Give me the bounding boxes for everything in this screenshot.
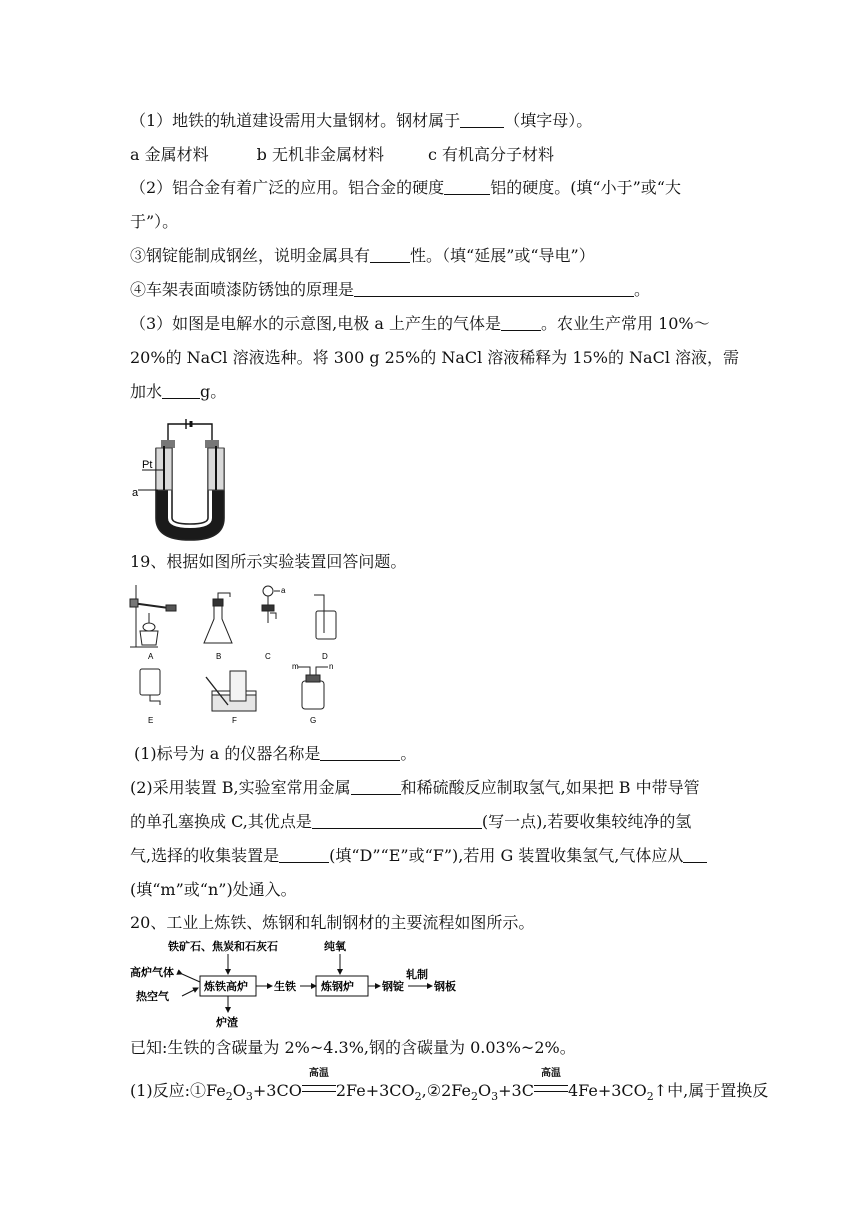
flow-diagram bbox=[128, 938, 468, 1030]
q19-1-end: 。 bbox=[400, 744, 417, 763]
condition-high-temp bbox=[302, 1068, 336, 1102]
reaction-line bbox=[130, 1068, 769, 1104]
q2-line bbox=[130, 177, 681, 199]
q1-text: （1）地铁的轨道建设需用大量钢材。钢材属于 bbox=[130, 111, 461, 130]
condition-high-temp-2 bbox=[534, 1068, 568, 1102]
options-line bbox=[130, 144, 554, 166]
q3-text: ③钢锭能制成钢丝，说明金属具有 bbox=[130, 246, 371, 265]
answer-blank[interactable] bbox=[460, 111, 504, 128]
q19-2-text-g: (填“m”或“n”)处通入。 bbox=[130, 880, 297, 899]
q19-2-text-e: 气,选择的收集装置是 bbox=[130, 846, 280, 865]
q19-2-text-c: 的单孔塞换成 C,其优点是 bbox=[130, 812, 312, 831]
g-mark-m: m bbox=[292, 662, 299, 671]
q2-cont-line bbox=[130, 211, 178, 233]
q19-2-line-4 bbox=[130, 879, 297, 901]
apparatus-c bbox=[262, 586, 280, 623]
q19-1-line bbox=[134, 743, 416, 765]
answer-blank[interactable] bbox=[312, 812, 482, 829]
answer-blank[interactable] bbox=[370, 246, 410, 263]
subscript: 3 bbox=[245, 1090, 253, 1104]
option-b: b 无机非金属材料 bbox=[256, 145, 384, 164]
furnace-label: 炼铁高炉 bbox=[204, 980, 248, 993]
pt-label: Pt bbox=[142, 459, 153, 471]
label-e: E bbox=[148, 716, 154, 725]
air-label: 热空气 bbox=[136, 990, 169, 1003]
subscript: 2 bbox=[646, 1090, 654, 1104]
condition-label: 高温 bbox=[308, 1068, 329, 1079]
label-a: A bbox=[148, 652, 154, 661]
known-line bbox=[130, 1037, 576, 1059]
reaction-text: 4Fe+3CO bbox=[567, 1081, 647, 1100]
q5-line-3 bbox=[130, 381, 226, 403]
c-mark-a: a bbox=[281, 586, 286, 595]
answer-blank[interactable] bbox=[320, 744, 400, 761]
q3-line bbox=[130, 245, 595, 267]
answer-blank[interactable] bbox=[351, 778, 401, 795]
q19-2-line-2 bbox=[130, 811, 691, 833]
reaction-text: 2Fe+3CO bbox=[335, 1081, 415, 1100]
answer-blank[interactable] bbox=[279, 846, 329, 863]
q20-text: 20、工业上炼铁、炼钢和轧制钢材的主要流程如图所示。 bbox=[130, 913, 535, 932]
q5-text-3: 加水 bbox=[130, 382, 163, 401]
q1-text-end: （填字母）。 bbox=[504, 111, 593, 130]
apparatus-diagram bbox=[128, 583, 348, 731]
pig-iron-label: 生铁 bbox=[274, 980, 296, 993]
oxygen-label: 纯氧 bbox=[324, 940, 346, 953]
q2-text-end: 铝的硬度。(填“小于”或“大 bbox=[490, 178, 681, 197]
condition-label: 高温 bbox=[540, 1068, 561, 1079]
reaction-text: O bbox=[477, 1081, 492, 1100]
known-text: 已知:生铁的含碳量为 2%~4.3%,钢的含碳量为 0.03%~2%。 bbox=[130, 1038, 576, 1057]
reaction-text: +3C bbox=[498, 1081, 534, 1100]
q4-text: ④车架表面喷漆防锈蚀的原理是 bbox=[130, 280, 355, 299]
reaction-text: +3CO bbox=[252, 1081, 302, 1100]
apparatus-b bbox=[204, 593, 232, 643]
ore-label: 铁矿石、焦炭和石灰石 bbox=[168, 940, 278, 953]
answer-blank[interactable] bbox=[162, 382, 200, 399]
q4-line bbox=[130, 279, 650, 301]
answer-blank[interactable] bbox=[354, 280, 634, 297]
label-d: D bbox=[322, 652, 328, 661]
roll-label: 轧制 bbox=[406, 968, 428, 981]
q20-title bbox=[130, 912, 534, 934]
q2-text-cont: 于”）。 bbox=[130, 212, 179, 231]
label-g: G bbox=[310, 716, 317, 725]
option-a: a 金属材料 bbox=[130, 145, 209, 164]
q19-2-text-b: 和稀硫酸反应制取氢气,如果把 B 中带导管 bbox=[400, 778, 700, 797]
q5-text: （3）如图是电解水的示意图,电极 a 上产生的气体是 bbox=[130, 314, 501, 333]
q19-2-text-d: (写一点),若要收集较纯净的氢 bbox=[481, 812, 692, 831]
q19-text: 19、根据如图所示实验装置回答问题。 bbox=[130, 552, 407, 571]
q5-text-2: 20%的 NaCl 溶液选种。将 300 g 25%的 NaCl 溶液稀释为 15%的 NaCl 溶液，需 bbox=[130, 348, 740, 367]
electrode-a-label: a bbox=[132, 487, 139, 499]
q5-line bbox=[130, 313, 710, 335]
apparatus-a bbox=[130, 585, 176, 647]
q19-2-line-3 bbox=[130, 845, 707, 867]
slag-label: 炉渣 bbox=[216, 1016, 238, 1029]
q4-text-end: 。 bbox=[634, 280, 651, 299]
reaction-text: O bbox=[232, 1081, 246, 1100]
reaction-text: ,②2Fe bbox=[421, 1081, 471, 1100]
answer-blank[interactable] bbox=[683, 846, 707, 863]
q2-text: （2）铝合金有着广泛的应用。铝合金的硬度 bbox=[130, 178, 445, 197]
q19-2-text-f: (填“D”“E”或“F”),若用 G 装置收集氢气,气体应从 bbox=[329, 846, 684, 865]
subscript: 2 bbox=[414, 1090, 422, 1104]
subscript: 3 bbox=[491, 1090, 499, 1104]
q19-title bbox=[130, 551, 406, 573]
apparatus-f bbox=[206, 671, 256, 711]
gas-label: 高炉气体 bbox=[130, 966, 174, 979]
label-f: F bbox=[232, 716, 237, 725]
apparatus-d bbox=[314, 595, 336, 639]
ingot-label: 钢锭 bbox=[382, 980, 404, 993]
subscript: 2 bbox=[225, 1090, 233, 1104]
apparatus-e bbox=[140, 669, 160, 705]
reaction-text: (1)反应:①Fe bbox=[130, 1081, 226, 1100]
q19-2-text: (2)采用装置 B,实验室常用金属 bbox=[130, 778, 351, 797]
q1-line bbox=[130, 110, 592, 132]
subscript: 2 bbox=[470, 1090, 478, 1104]
answer-blank[interactable] bbox=[501, 314, 541, 331]
q5-text-3-end: g。 bbox=[200, 382, 227, 401]
steel-furnace-label: 炼钢炉 bbox=[321, 980, 354, 993]
answer-blank[interactable] bbox=[444, 178, 490, 195]
electrolysis-diagram bbox=[128, 418, 248, 542]
q5-line-2 bbox=[130, 347, 739, 369]
q19-1-text: (1)标号为 a 的仪器名称是 bbox=[134, 744, 321, 763]
label-c: C bbox=[265, 652, 271, 661]
q5-text-end: 。农业生产常用 10%～ bbox=[540, 314, 710, 333]
label-b: B bbox=[216, 652, 222, 661]
apparatus-g bbox=[298, 667, 328, 709]
option-c: c 有机高分子材料 bbox=[427, 145, 555, 164]
g-mark-n: n bbox=[329, 662, 334, 671]
q19-2-line bbox=[130, 777, 700, 799]
plate-label: 钢板 bbox=[434, 980, 456, 993]
reaction-text: ↑中,属于置换反 bbox=[653, 1081, 769, 1100]
q3-text-end: 性。（填“延展”或“导电”） bbox=[410, 246, 595, 265]
